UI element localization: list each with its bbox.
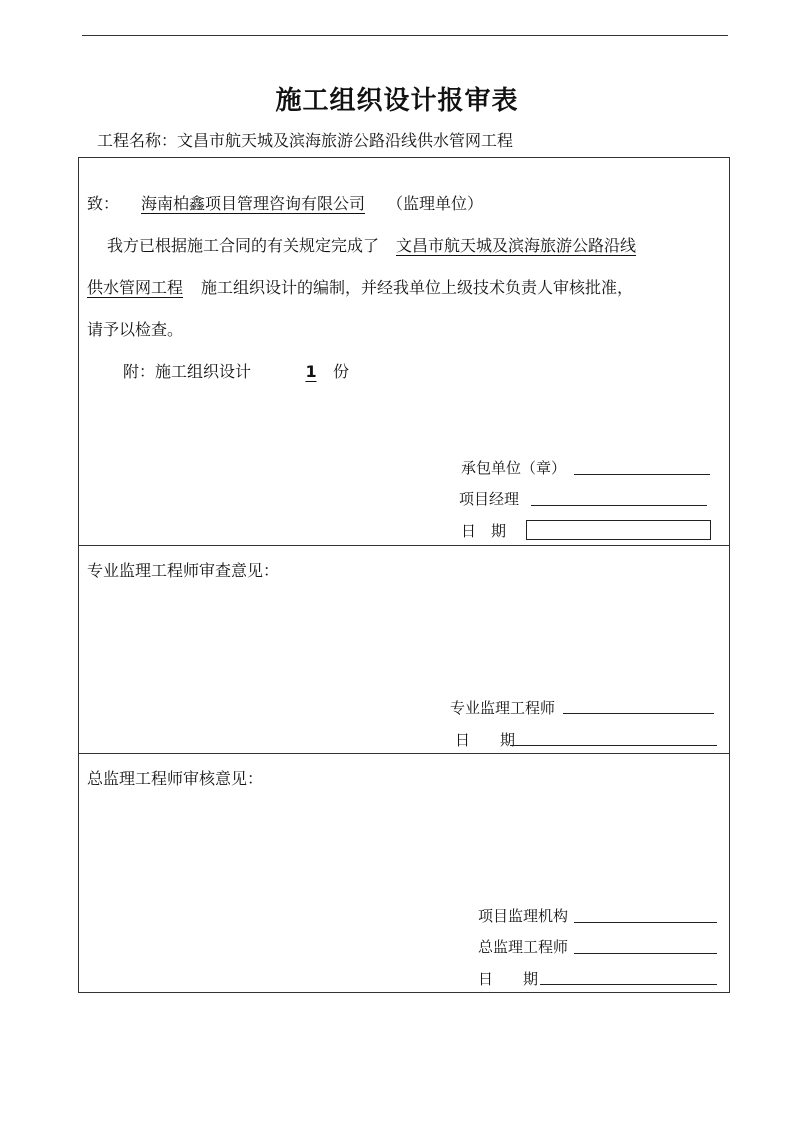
statement-mid: 施工组织设计的编制，并经我单位上级技术负责人审核批准， [201, 278, 634, 297]
statement-line-2 [87, 275, 633, 298]
project-name-line [97, 128, 513, 151]
supervisor-review-heading: 专业监理工程师审查意见： [87, 561, 280, 580]
project-label: 工程名称： [97, 131, 178, 150]
document-title: 施工组织设计报审表 [275, 86, 519, 116]
engineer-signature-line[interactable] [563, 713, 714, 714]
recipient-name: 海南柏鑫项目管理咨询有限公司 [141, 194, 366, 213]
manager-signature-line[interactable] [531, 505, 707, 506]
attachment-unit: 份 [333, 362, 350, 381]
statement-lead: 我方已根据施工合同的有关规定完成了 [107, 236, 380, 255]
date-field-1[interactable] [526, 520, 711, 540]
date-label-1: 日 期 [461, 522, 507, 540]
org-signature-line[interactable] [574, 922, 717, 923]
contractor-signature-line[interactable] [574, 474, 710, 475]
section-divider-2 [78, 753, 730, 754]
to-label: 致： [87, 194, 120, 213]
attachment-line [123, 359, 349, 382]
header-rule [82, 35, 728, 36]
recipient-role: （监理单位） [387, 194, 484, 213]
attachment-label: 附：施工组织设计 [123, 362, 252, 381]
chief-signature-line[interactable] [574, 953, 717, 954]
section-divider-1 [78, 545, 730, 546]
org-label: 项目监理机构 [478, 907, 569, 925]
attachment-count: 1 [305, 362, 317, 381]
project-name-part2: 供水管网工程 [87, 278, 184, 297]
date-line-2[interactable] [510, 745, 717, 746]
chief-label: 总监理工程师 [478, 938, 569, 956]
date-label-3: 日 期 [478, 970, 539, 988]
date-line-3[interactable] [540, 984, 717, 985]
recipient-line [87, 191, 483, 214]
statement-line-1 [107, 233, 636, 256]
project-name: 文昌市航天城及滨海旅游公路沿线供水管网工程 [177, 131, 514, 150]
statement-end: 请予以检查。 [87, 320, 184, 339]
engineer-label: 专业监理工程师 [450, 699, 556, 717]
chief-review-heading: 总监理工程师审核意见： [87, 769, 264, 788]
project-name-part1: 文昌市航天城及滨海旅游公路沿线 [396, 236, 637, 255]
date-label-2: 日 期 [455, 731, 516, 749]
manager-label: 项目经理 [459, 490, 520, 508]
contractor-label: 承包单位（章） [461, 459, 567, 477]
